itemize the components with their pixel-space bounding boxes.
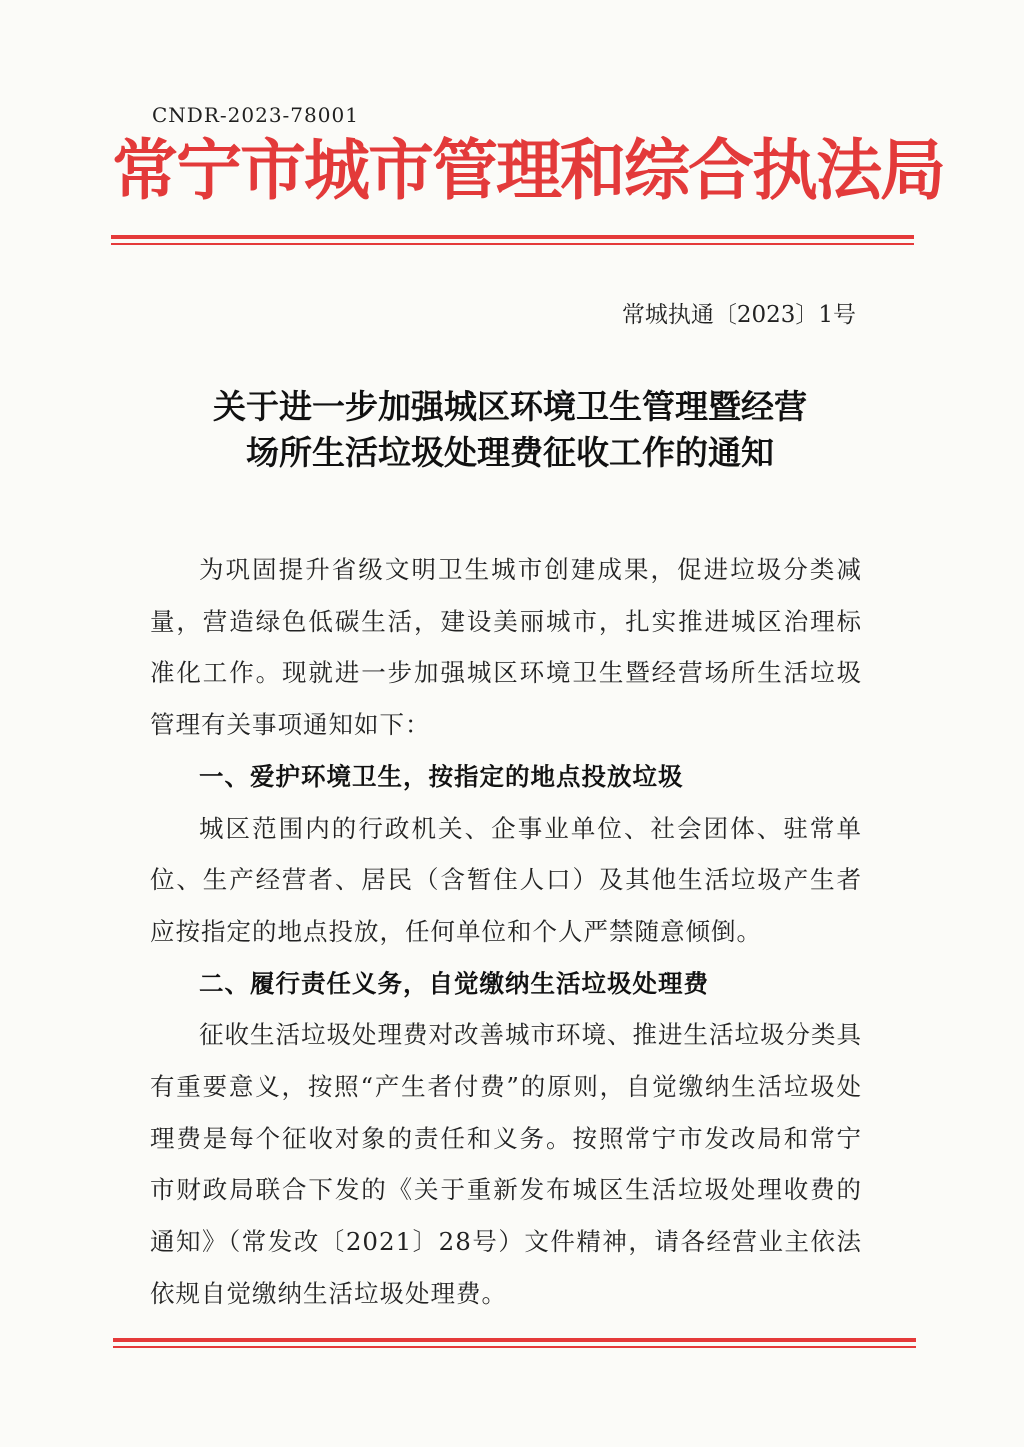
section-heading: 二、履行责任义务，自觉缴纳生活垃圾处理费 [199,968,709,998]
section-paragraph: 城区范围内的行政机关、企事业单位、社会团体、驻常单位、生产经营者、居民（含暂住人口）及其他生活垃圾产生者应按指定的地点投放，任何单位和个人严禁随意倾倒。 [150,813,862,946]
header-rule-thin [111,243,914,245]
reference-number: 常城执通〔2023〕1号 [621,302,856,328]
footer-rule-thick [113,1338,916,1342]
section-paragraph: 征收生活垃圾处理费对改善城市环境、推进生活垃圾分类具有重要意义，按照“产生者付费”的原则，自觉缴纳生活垃圾处理费是每个征收对象的责任和义务。按照常宁市发改局和常宁市财政局联合下发的《关于重新发布城区生活垃圾处理收费的通知》（常发改〔2021〕28号）文件精神，请各经营业主依法依规自觉缴纳生活垃圾处理费。 [150,1020,862,1308]
title-line: 关于进一步加强城区环境卫生管理暨经营 [213,387,807,426]
title-line: 场所生活垃圾处理费征收工作的通知 [246,433,774,472]
footer-rule-thin [113,1346,916,1348]
header-rule-thick [111,235,914,239]
issuer-heading: 常宁市城市管理和综合执法局 [112,131,944,209]
document-number: CNDR-2023-78001 [152,103,359,127]
intro-paragraph: 为巩固提升省级文明卫生城市创建成果，促进垃圾分类减量，营造绿色低碳生活，建设美丽城市，扎实推进城区治理标准化工作。现就进一步加强城区环境卫生暨经营场所生活垃圾管理有关事项通知如下： [150,555,862,740]
section-heading: 一、爱护环境卫生，按指定的地点投放垃圾 [199,761,684,791]
document-title [120,384,900,476]
document-body [150,544,862,1320]
